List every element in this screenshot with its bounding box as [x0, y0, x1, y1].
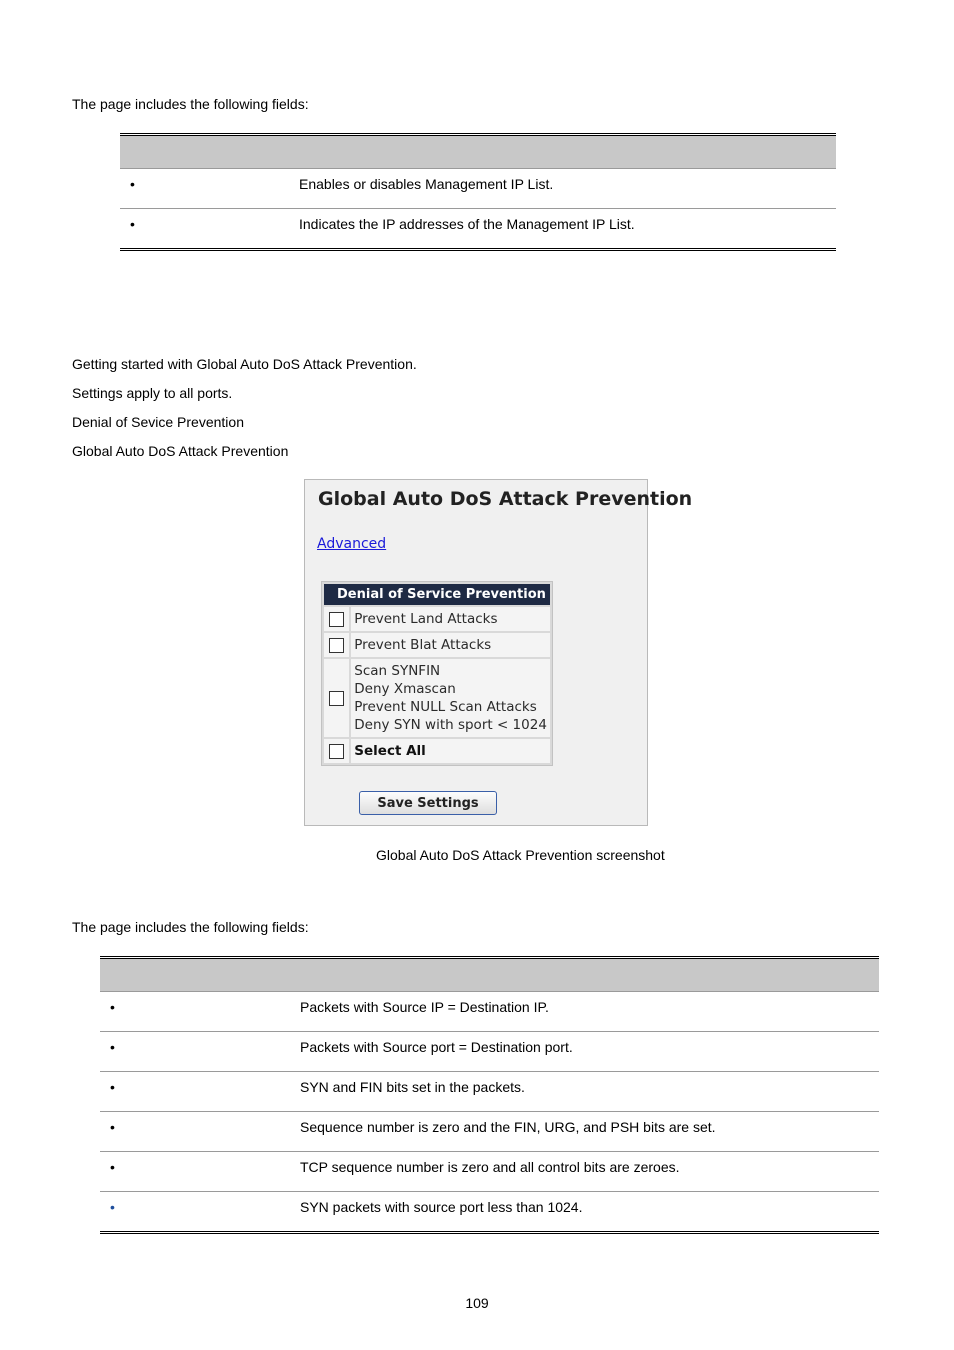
bullet-icon: •	[110, 999, 115, 1015]
bullet-icon: •	[110, 1199, 115, 1215]
field-description: Indicates the IP addresses of the Management IP List.	[299, 209, 836, 250]
table-row	[100, 1192, 879, 1233]
option-label: Prevent Blat Attacks	[351, 633, 550, 657]
global-auto-dos-screenshot	[304, 479, 693, 826]
select-all-checkbox[interactable]	[329, 744, 344, 759]
bullet-icon: •	[110, 1039, 115, 1055]
intro-text-first: The page includes the following fields:	[72, 96, 309, 112]
field-description: SYN and FIN bits set in the packets.	[300, 1072, 879, 1112]
prevent-land-attacks-checkbox[interactable]	[329, 612, 344, 627]
bullet-icon: •	[130, 176, 135, 192]
option-label: Prevent NULL Scan Attacks	[354, 699, 537, 715]
dos-option-row	[324, 607, 550, 631]
bullet-icon: •	[110, 1079, 115, 1095]
option-label: Deny Xmascan	[354, 681, 456, 697]
intro-text-second: The page includes the following fields:	[72, 919, 309, 935]
option-label: Prevent Land Attacks	[351, 607, 550, 631]
field-description: Packets with Source port = Destination port.	[300, 1032, 879, 1072]
dos-fields-table	[100, 956, 879, 1234]
table-row	[100, 1032, 879, 1072]
table-row	[120, 209, 836, 250]
field-description: Packets with Source IP = Destination IP.	[300, 992, 879, 1032]
scan-attacks-checkbox[interactable]	[329, 691, 344, 706]
table-row	[100, 992, 879, 1032]
table-header-row	[100, 958, 879, 992]
table-row	[100, 1152, 879, 1192]
step-text: Getting started with Global Auto DoS Attack Prevention.	[72, 356, 417, 372]
bullet-icon: •	[110, 1159, 115, 1175]
dos-table-header: Denial of Service Prevention	[324, 584, 550, 605]
option-label: Deny SYN with sport < 1024	[354, 717, 547, 733]
advanced-link[interactable]: Advanced	[317, 536, 387, 552]
dos-option-row	[324, 659, 550, 737]
field-description: Sequence number is zero and the FIN, URG, and PSH bits are set.	[300, 1112, 879, 1152]
field-description: Enables or disables Management IP List.	[299, 169, 836, 209]
dos-option-row	[324, 633, 550, 657]
step-text: Global Auto DoS Attack Prevention	[72, 443, 289, 459]
prevent-blat-attacks-checkbox[interactable]	[329, 638, 344, 653]
table-header-row	[120, 135, 836, 169]
page-number: 109	[465, 1295, 489, 1311]
bullet-icon: •	[130, 216, 135, 232]
step-text: Settings apply to all ports.	[72, 385, 233, 401]
bullet-icon: •	[110, 1119, 115, 1135]
table-row	[100, 1112, 879, 1152]
option-label: Select All	[351, 739, 550, 763]
field-description: TCP sequence number is zero and all control bits are zeroes.	[300, 1152, 879, 1192]
save-settings-button[interactable]: Save Settings	[359, 791, 497, 815]
option-label: Scan SYNFIN	[354, 663, 441, 679]
table-row	[100, 1072, 879, 1112]
dos-option-row	[324, 739, 550, 763]
management-ip-fields-table	[120, 133, 836, 251]
figure-caption: Global Auto DoS Attack Prevention screenshot	[376, 847, 665, 863]
step-text: Denial of Sevice Prevention	[72, 414, 244, 430]
field-description: SYN packets with source port less than 1024.	[300, 1192, 879, 1233]
table-row	[120, 169, 836, 209]
panel-title: Global Auto DoS Attack Prevention	[318, 488, 693, 510]
dos-prevention-table	[321, 581, 553, 766]
